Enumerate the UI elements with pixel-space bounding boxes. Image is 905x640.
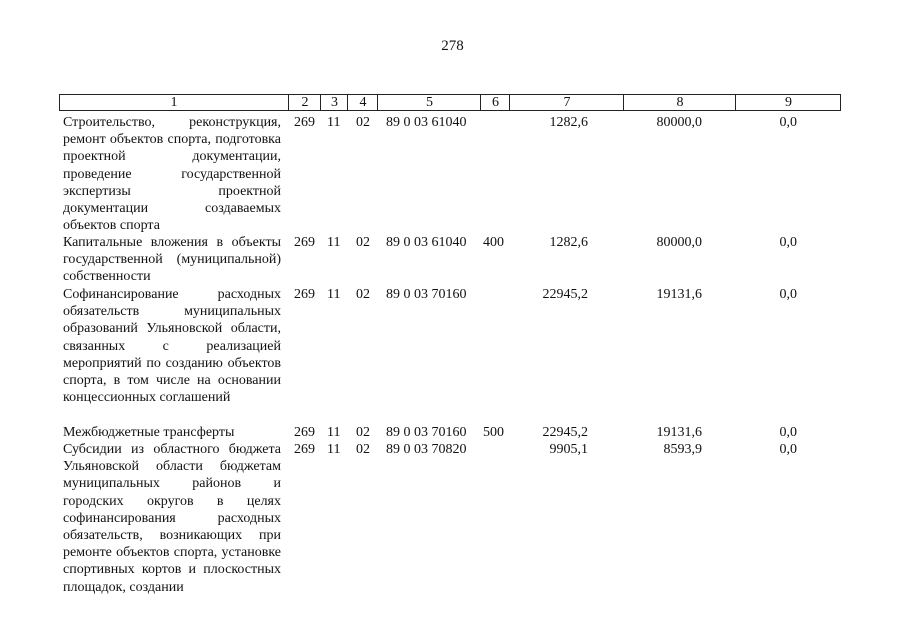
cell-col-7: 1282,6	[549, 115, 588, 130]
header-col-7: 7	[509, 95, 624, 110]
cell-col-9: 0,0	[779, 442, 797, 457]
header-col-2: 2	[288, 95, 321, 110]
cell-col-5: 89 0 03 61040	[386, 115, 467, 130]
cell-col-6: 500	[483, 425, 504, 440]
cell-col-3: 11	[327, 287, 341, 302]
row-name: Межбюджетные трансферты	[63, 425, 235, 440]
cell-col-8: 80000,0	[656, 115, 702, 130]
table-header	[59, 94, 841, 111]
cell-col-8: 19131,6	[656, 425, 702, 440]
cell-col-4: 02	[356, 442, 370, 457]
row-name: Субсидии из областного бюджета Ульяновской области бюджетам муниципальных районов и городских округов в целях софинансирования расходных обязательств, возникающих при ремонте объектов спорта, установке спортивных кортов и плоскостных площадок, создании	[63, 442, 281, 595]
cell-col-7: 1282,6	[549, 235, 588, 250]
cell-col-2: 269	[294, 287, 315, 302]
header-col-9: 9	[735, 95, 841, 110]
header-col-4: 4	[347, 95, 378, 110]
cell-col-4: 02	[356, 425, 370, 440]
cell-col-8: 19131,6	[656, 287, 702, 302]
cell-col-5: 89 0 03 70160	[386, 425, 467, 440]
cell-col-7: 22945,2	[542, 425, 588, 440]
header-col-1: 1	[170, 95, 178, 110]
cell-col-5: 89 0 03 70820	[386, 442, 467, 457]
header-col-8: 8	[623, 95, 736, 110]
cell-col-2: 269	[294, 425, 315, 440]
cell-col-9: 0,0	[779, 287, 797, 302]
cell-col-9: 0,0	[779, 235, 797, 250]
row-name: Капитальные вложения в объекты государственной (муниципальной) собственности	[63, 235, 281, 285]
cell-col-7: 9905,1	[549, 442, 588, 457]
cell-col-5: 89 0 03 61040	[386, 235, 467, 250]
cell-col-4: 02	[356, 287, 370, 302]
cell-col-5: 89 0 03 70160	[386, 287, 467, 302]
cell-col-3: 11	[327, 425, 341, 440]
cell-col-3: 11	[327, 115, 341, 130]
cell-col-6: 400	[483, 235, 504, 250]
cell-col-8: 8593,9	[663, 442, 702, 457]
cell-col-3: 11	[327, 442, 341, 457]
cell-col-9: 0,0	[779, 115, 797, 130]
cell-col-2: 269	[294, 442, 315, 457]
cell-col-3: 11	[327, 235, 341, 250]
page-number: 278	[441, 38, 464, 54]
cell-col-2: 269	[294, 235, 315, 250]
row-name: Строительство, реконструкция, ремонт объектов спорта, подготовка проектной документации, проведение государственной экспертизы проектной документации создаваемых объектов спорта	[63, 115, 281, 234]
cell-col-4: 02	[356, 235, 370, 250]
cell-col-9: 0,0	[779, 425, 797, 440]
header-col-3: 3	[320, 95, 348, 110]
header-col-5: 5	[377, 95, 481, 110]
cell-col-4: 02	[356, 115, 370, 130]
cell-col-7: 22945,2	[542, 287, 588, 302]
row-name: Софинансирование расходных обязательств муниципальных образований Ульяновской области, связанных с реализацией мероприятий по созданию объектов спорта, в том числе на основании концессионных соглашений	[63, 287, 281, 406]
header-col-6: 6	[480, 95, 510, 110]
cell-col-2: 269	[294, 115, 315, 130]
cell-col-8: 80000,0	[656, 235, 702, 250]
